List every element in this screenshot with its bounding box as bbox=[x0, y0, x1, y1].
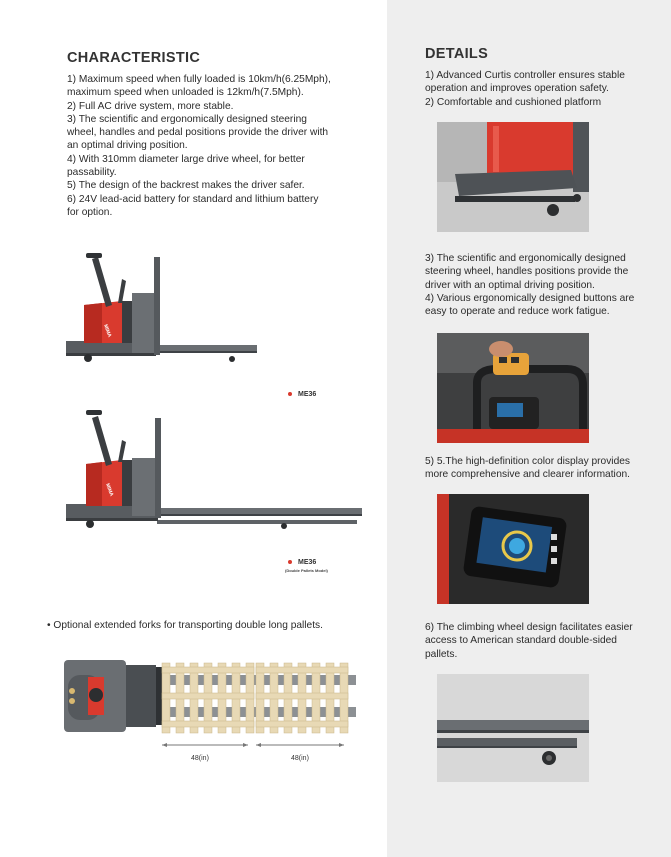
steering-handle-photo bbox=[437, 333, 589, 443]
details-line: operation and improves operation safety. bbox=[425, 83, 609, 95]
characteristic-heading: CHARACTERISTIC bbox=[67, 50, 201, 66]
characteristic-line: passability. bbox=[67, 167, 117, 179]
details-block-1 bbox=[425, 69, 625, 109]
red-dot-icon bbox=[288, 560, 292, 564]
model-name: ME36 bbox=[298, 559, 317, 566]
details-line: 4) Various ergonomically designed buttons are bbox=[425, 292, 635, 304]
pallet-truck-photo-double bbox=[62, 400, 367, 540]
model-label-me36-double bbox=[288, 559, 316, 566]
details-line: steering wheel, handles positions provide the bbox=[425, 266, 629, 278]
characteristic-line: maximum speed when unloaded is 12km/h(7.5Mph). bbox=[67, 87, 304, 99]
details-block-4 bbox=[425, 621, 633, 661]
top-view-diagram bbox=[60, 655, 360, 755]
color-display-photo bbox=[437, 494, 589, 604]
characteristic-line: 3) The scientific and ergonomically designed steering bbox=[67, 113, 307, 125]
characteristic-line: 4) With 310mm diameter large drive wheel, for better bbox=[67, 153, 305, 165]
characteristic-list bbox=[67, 73, 367, 219]
characteristic-line: 6) 24V lead-acid battery for standard and lithium battery bbox=[67, 193, 319, 205]
characteristic-line: an optimal driving position. bbox=[67, 140, 188, 152]
details-line: access to American standard double-sided bbox=[425, 635, 617, 647]
characteristic-line: for option. bbox=[67, 206, 113, 218]
details-line: 3) The scientific and ergonomically designed bbox=[425, 253, 626, 264]
details-line: 5) 5.The high-definition color display provides bbox=[425, 456, 630, 467]
details-line: driver with an optimal driving position. bbox=[425, 279, 595, 291]
characteristic-line: 1) Maximum speed when fully loaded is 10km/h(6.25Mph), bbox=[67, 74, 331, 85]
details-line: pallets. bbox=[425, 648, 458, 660]
truck-brand-label: MIMA bbox=[104, 482, 115, 498]
details-line: 1) Advanced Curtis controller ensures stable bbox=[425, 70, 625, 81]
details-line: 2) Comfortable and cushioned platform bbox=[425, 96, 602, 108]
details-block-2 bbox=[425, 252, 634, 318]
optional-forks-note bbox=[47, 619, 323, 632]
truck-brand-label: MIMA bbox=[102, 323, 113, 339]
model-note: (Double Pallets Model) bbox=[285, 568, 328, 573]
red-dot-icon bbox=[288, 392, 292, 396]
optional-forks-text: Optional extended forks for transporting double long pallets. bbox=[53, 620, 323, 631]
characteristic-line: 5) The design of the backrest makes the driver safer. bbox=[67, 180, 305, 192]
details-heading: DETAILS bbox=[425, 46, 489, 62]
details-line: easy to operate and reduce work fatigue. bbox=[425, 306, 610, 318]
characteristic-line: 2) Full AC drive system, more stable. bbox=[67, 100, 234, 112]
details-block-3 bbox=[425, 455, 630, 482]
climbing-wheel-photo bbox=[437, 674, 589, 782]
characteristic-line: wheel, handles and pedal positions provide the driver with bbox=[67, 127, 329, 139]
dimension-right-label: 48(in) bbox=[291, 755, 309, 762]
model-label-me36 bbox=[288, 391, 316, 398]
details-line: 6) The climbing wheel design facilitates easier bbox=[425, 622, 633, 633]
dimension-left-label: 48(in) bbox=[191, 755, 209, 762]
bullet-icon: • bbox=[47, 620, 54, 631]
platform-photo bbox=[437, 122, 589, 232]
details-line: more comprehensive and clearer information. bbox=[425, 469, 630, 481]
model-name: ME36 bbox=[298, 391, 317, 398]
pallet-truck-photo-standard bbox=[62, 245, 262, 370]
